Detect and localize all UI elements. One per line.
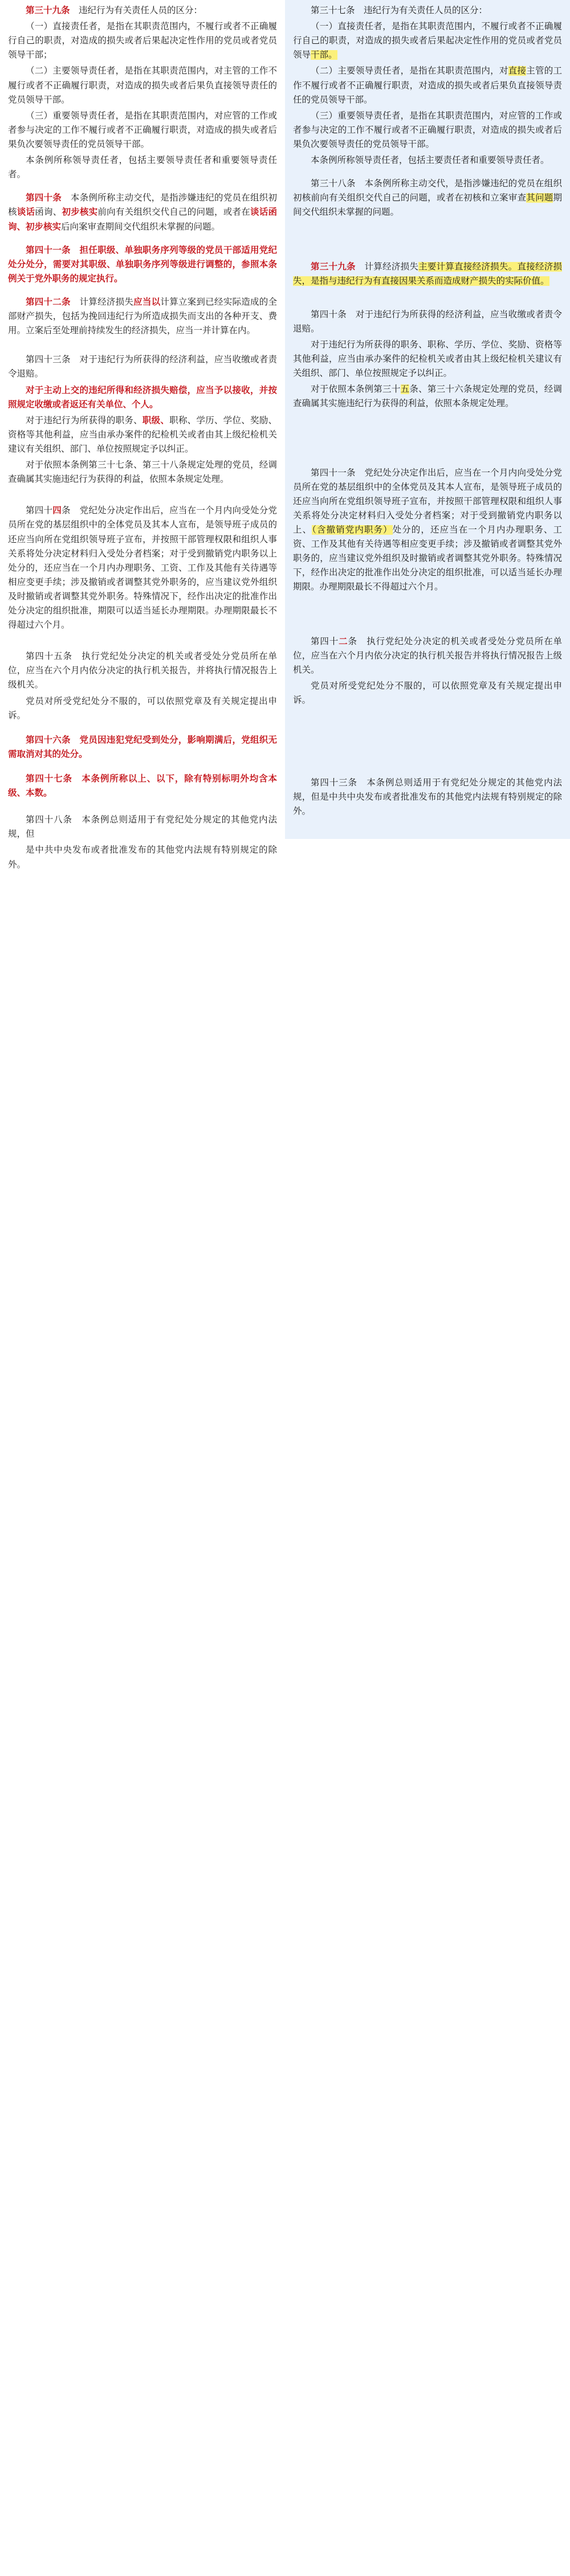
- article-block: [8, 3, 277, 182]
- text-run: 是中共中央发布或者批准发布的其他党内法规有特别规定的除外。: [8, 845, 277, 870]
- article-paragraph: [293, 679, 562, 707]
- comparison-document: [0, 0, 570, 892]
- text-run: 函询、: [35, 207, 62, 218]
- text-run: 直接: [508, 66, 527, 76]
- text-run: 主要计算直接经济损失。直接经济损失，是指与违纪行为有直接因果关系而造成财产损失的实际价值。: [293, 261, 562, 286]
- article-paragraph: [293, 466, 562, 595]
- text-run: 第四十七条 本条例所称以上、以下，除有特别标明外均含本级、本数。: [8, 774, 277, 798]
- text-run: 本条例总则适用于有党纪处分规定的其他党内法规，但: [8, 815, 277, 839]
- text-run: 前向有关组织交代自己的问题，或者在: [97, 207, 250, 218]
- text-run: 条、第三十六条规定处理的党员，经调查确属其实施违纪行为获得的利益，依照本条规定处理。: [293, 384, 562, 409]
- text-run: 本条例所称领导责任者，包括主要责任者和重要领导责任者。: [311, 155, 549, 166]
- article-paragraph: [8, 295, 277, 338]
- article-block: [8, 503, 277, 632]
- text-run: 党员对所受党纪处分不服的，可以依照党章及有关规定提出申诉。: [8, 696, 277, 720]
- article-paragraph: [8, 813, 277, 841]
- text-run: 本条例总则适用于有党纪处分规定的其他党内法规，但是中共中央发布或者批准发布的其他党内法规有特别规定的除外。: [293, 778, 562, 817]
- text-run: 第三十八条: [311, 179, 356, 189]
- article-paragraph: [293, 776, 562, 818]
- text-run: 四: [52, 506, 62, 516]
- article-block: [8, 191, 277, 234]
- text-run: 第四十: [26, 506, 53, 516]
- text-run: 本条例所称主动交代，是指涉嫌违纪的党员在组织初核: [8, 193, 277, 218]
- text-run: 职级、: [142, 415, 170, 425]
- article-block: [293, 634, 562, 708]
- article-paragraph: [8, 772, 277, 800]
- text-run: 党员对所受党纪处分不服的，可以依照党章及有关规定提出申诉。: [293, 681, 562, 705]
- text-run: 二: [339, 636, 348, 646]
- text-run: 计算立案到已经实际造成的全部财产损失，包括为挽回违纪行为所造成损失而支出的各种开支、费用。立案后至处理前持续发生的经济损失，应当一并计算在内。: [8, 297, 277, 336]
- text-run: （三）重要领导责任者，是指在其职责范围内，对应管的工作或者参与决定的工作不履行或者不正确履行职责，对造成的损失或者后果负次要领导责任的党员领导干部。: [8, 110, 277, 149]
- text-run: （一）直接责任者，是指在其职责范围内，不履行或者不正确履行自己的职责，对造成的损失或者后果起决定性作用的党员或者党员领导干部；: [8, 22, 277, 60]
- article-paragraph: [293, 308, 562, 336]
- text-run: 谈话: [17, 207, 35, 218]
- text-run: 谈话函询、初步核实: [8, 207, 277, 232]
- article-paragraph: [293, 64, 562, 107]
- article-block: [8, 733, 277, 761]
- article-paragraph: [293, 3, 562, 18]
- article-block: [293, 308, 562, 411]
- text-run: （三）重要领导责任者，是指在其职责范围内，对应管的工作或者参与决定的工作不履行或者不正确履行职责，对造成的损失或者后果负次要领导责任的党员领导干部。: [293, 110, 562, 149]
- text-run: 对于主动上交的违纪所得和经济损失赔偿，应当予以接收，并按照规定收缴或者返还有关单位、个人。: [8, 385, 277, 409]
- article-paragraph: [8, 109, 277, 151]
- text-run: 第四十一条: [311, 468, 356, 478]
- article-paragraph: [8, 353, 277, 381]
- left-column-revised: [0, 0, 285, 892]
- text-run: 第四十: [311, 636, 339, 646]
- text-run: 处分的，还应当在一个月内办理职务、工资、工作及其他有关待遇等相应变更手续；涉及撤销或者调整其党外职务的，应当建议党外组织及时撤销或者调整其党外职务。特殊情况下，经作出决定的批准作出处分决定的组织批准，可以适当延长办理期限。办理期限最长不得超过六个月。: [293, 525, 562, 592]
- text-run: 主管的工作不履行或者不正确履行职责，对造成的损失或者后果负直接领导责任的党员领导干部。: [293, 66, 562, 105]
- article-block: [293, 177, 562, 219]
- text-run: （二）主要领导责任者，是指在其职责范围内，对主管的工作不履行或者不正确履行职责，对造成的损失或者后果负直接领导责任的党员领导干部。: [8, 66, 277, 105]
- article-block: [293, 466, 562, 595]
- article-paragraph: [293, 153, 562, 167]
- text-run: 对于违纪行为所获得的经济利益，应当收缴或者责令退赔。: [8, 355, 277, 379]
- text-run: 对于依照本条例第三十: [311, 384, 401, 395]
- article-block: [8, 353, 277, 486]
- article-paragraph: [8, 733, 277, 761]
- text-run: 党纪处分决定作出后，应当在一个月内向受处分党员所在党的基层组织中的全体党员及其本人宣布，是领导班子成员的还应当向所在党组织领导班子宣布，并按照干部管理权限和组织人事关系将处分决定材料归入受处分者档案；对于受到撤销党内职务以上处分的，还应当在一个月内办理职务、工资、工作及其他有关待遇等相应变更手续；涉及撤销或者调整其党外职务的，应当建议党外组织及时撤销或者调整其党外职务。特殊情况下，经作出决定的批准作出处分决定的组织批准，期限可以适当延长办理期限。办理期限最长不得超过六个月。: [8, 506, 277, 630]
- text-run: 第四十五条: [26, 652, 72, 662]
- text-run: 第四十三条: [26, 355, 71, 365]
- article-paragraph: [8, 64, 277, 107]
- text-run: 党纪处分决定作出后，应当在一个月内向受处分党员所在党的基层组织中的全体党员及其本人宣布，是领导班子成员的还应当向所在党组织领导班子宣布，并按照干部管理权限和组织人事关系将处分决定材料归入受处分者档案；对于受到撤销党内职务以上、: [293, 468, 562, 535]
- article-paragraph: [8, 19, 277, 62]
- text-run: 对于违纪行为所获得的经济利益，应当收缴或者责令退赔。: [293, 309, 562, 334]
- text-run: 对于依照本条例第三十七条、第三十八条规定处理的党员，经调查确属其实施违纪行为获得的利益，依照本条规定处理。: [8, 460, 277, 485]
- text-run: 干部。: [311, 50, 337, 60]
- text-run: 应当以: [133, 297, 161, 307]
- text-run: 第四十条: [311, 309, 347, 320]
- article-paragraph: [8, 191, 277, 234]
- text-run: 第四十一条 担任职级、单独职务序列等级的党员干部适用党纪处分处分，需要对其职级、单独职务序列等级进行调整的，参照本条例关于党外职务的规定执行。: [8, 245, 277, 284]
- text-run: 第三十九条: [26, 6, 70, 15]
- text-run: 对于违纪行为所获得的职务、职称、学历、学位、奖励、资格等其他利益，应当由承办案件的纪检机关或者由其上级纪检机关建议有关组织、部门、单位按照规定予以纠正。: [293, 339, 562, 379]
- text-run: 本条例所称主动交代，是指涉嫌违纪的党员在组织初核前向有关组织交代自己的问题，或者在初核和立案审查: [293, 179, 562, 203]
- text-run: 执行党纪处分决定的机关或者受处分党员所在单位，应当在六个月内依分决定的执行机关报告并将执行情况报告上级机关。: [293, 636, 562, 675]
- text-run: 第四十三条: [311, 778, 357, 788]
- text-run: 对于违纪行为所获得的职务、: [26, 415, 142, 425]
- article-paragraph: [293, 634, 562, 677]
- article-paragraph: [8, 649, 277, 692]
- article-paragraph: [293, 260, 562, 288]
- text-run: 第四十六条 党员因违犯党纪受到处分，影响期满后，党组织无需取消对其的处分。: [8, 735, 277, 759]
- article-block: [8, 649, 277, 723]
- article-paragraph: [293, 19, 562, 62]
- text-run: 违纪行为有关责任人员的区分：: [355, 6, 488, 15]
- article-paragraph: [8, 3, 277, 18]
- article-paragraph: [8, 383, 277, 412]
- text-run: 计算经济损失: [70, 297, 134, 307]
- article-block: [293, 776, 562, 818]
- text-run: 第三十七条: [311, 6, 355, 15]
- text-run: 职称、学历、学位、奖励、资格等其他利益，应当由承办案件的纪检机关或者由其上级纪检机关建议有关组织、部门、单位按照规定予以纠正。: [8, 415, 277, 454]
- text-run: 五: [400, 384, 410, 395]
- article-block: [8, 295, 277, 338]
- text-run: 条: [348, 636, 357, 646]
- text-run: 第四十二条: [26, 297, 71, 307]
- text-run: 条: [62, 506, 71, 516]
- text-run: 第三十九条: [311, 261, 356, 272]
- article-paragraph: [8, 694, 277, 723]
- article-paragraph: [293, 109, 562, 151]
- article-paragraph: [293, 382, 562, 411]
- text-run: （含撤销党内职务）: [312, 525, 393, 535]
- text-run: 本条例所称领导责任者，包括主要领导责任者和重要领导责任者。: [8, 155, 277, 180]
- article-block: [8, 813, 277, 871]
- article-paragraph: [8, 243, 277, 286]
- text-run: （二）主要领导责任者，是指在其职责范围内，对: [311, 66, 508, 76]
- article-paragraph: [293, 338, 562, 380]
- text-run: 违纪行为有关责任人员的区分：: [70, 6, 203, 15]
- text-run: 计算经济损失: [355, 261, 419, 272]
- text-run: 其问题: [526, 193, 553, 203]
- text-run: 后向案审查期间交代组织未掌握的问题。: [61, 222, 221, 232]
- article-paragraph: [8, 843, 277, 871]
- right-column-original: [285, 0, 570, 839]
- article-paragraph: [8, 153, 277, 182]
- text-run: （一）直接责任者，是指在其职责范围内，不履行或者不正确履行自己的职责，对造成的损失或者后果起决定性作用的党员或者党员领导: [293, 22, 562, 60]
- text-run: 执行党纪处分决定的机关或者受处分党员所在单位，应当在六个月内依分决定的执行机关报告，并将执行情况报告上级机关。: [8, 652, 277, 690]
- article-paragraph: [293, 177, 562, 219]
- article-paragraph: [8, 458, 277, 486]
- text-run: 初步核实: [62, 207, 98, 218]
- text-run: 第四十八条: [26, 815, 72, 825]
- article-block: [293, 3, 562, 167]
- text-run: 第四十条: [26, 193, 62, 203]
- article-paragraph: [8, 413, 277, 456]
- article-block: [8, 243, 277, 286]
- article-paragraph: [8, 503, 277, 632]
- article-block: [293, 260, 562, 288]
- text-run: 期间交代组织未掌握的问题。: [293, 193, 562, 218]
- article-block: [8, 772, 277, 800]
